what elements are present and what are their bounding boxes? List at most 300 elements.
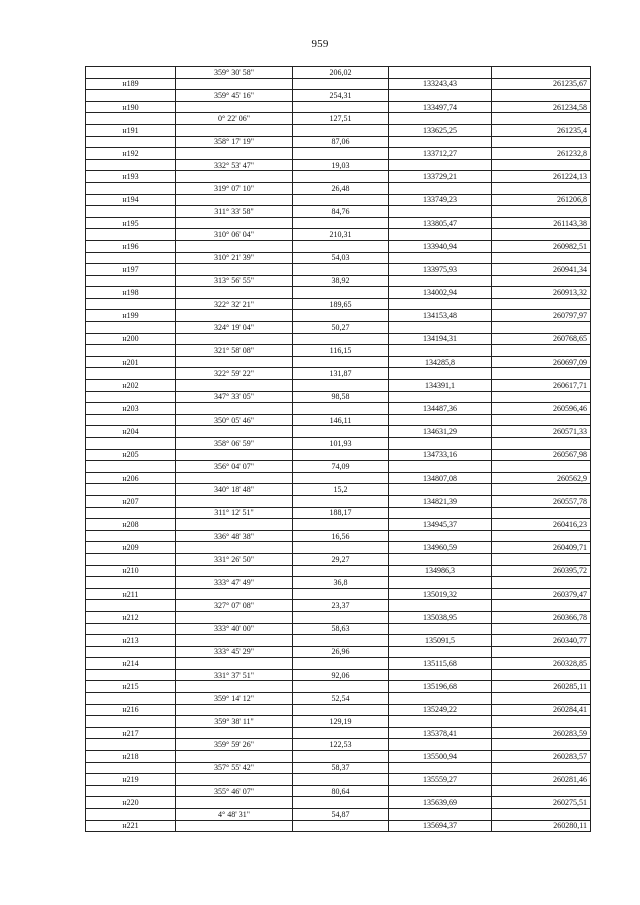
y-coordinate-cell: 260913,32 — [492, 287, 591, 299]
direction-angle-cell: 310° 06' 04" — [176, 229, 293, 241]
y-coordinate-cell — [492, 113, 591, 125]
point-name-cell: н210 — [86, 565, 176, 577]
table-row — [86, 484, 591, 496]
y-coordinate-cell — [492, 345, 591, 357]
distance-cell: 16,56 — [293, 530, 389, 542]
x-coordinate-cell — [389, 113, 492, 125]
table-row — [86, 78, 591, 90]
coordinates-table — [85, 66, 591, 832]
distance-cell: 101,93 — [293, 438, 389, 450]
table-row — [86, 380, 591, 392]
point-name-cell — [86, 693, 176, 705]
point-name-cell — [86, 298, 176, 310]
point-name-cell — [86, 322, 176, 334]
y-coordinate-cell: 260283,57 — [492, 751, 591, 763]
table-row — [86, 403, 591, 415]
distance-cell: 54,03 — [293, 252, 389, 264]
table-row — [86, 136, 591, 148]
distance-cell: 254,31 — [293, 90, 389, 102]
y-coordinate-cell: 260567,98 — [492, 449, 591, 461]
y-coordinate-cell: 260280,11 — [492, 820, 591, 832]
point-name-cell: н202 — [86, 380, 176, 392]
table-row — [86, 669, 591, 681]
direction-angle-cell: 4° 48' 31" — [176, 809, 293, 821]
y-coordinate-cell — [492, 716, 591, 728]
y-coordinate-cell — [492, 484, 591, 496]
point-name-cell — [86, 484, 176, 496]
y-coordinate-cell — [492, 206, 591, 218]
point-name-cell: н195 — [86, 217, 176, 229]
distance-cell: 58,63 — [293, 623, 389, 635]
direction-angle-cell: 359° 38' 11" — [176, 716, 293, 728]
x-coordinate-cell: 134002,94 — [389, 287, 492, 299]
distance-cell: 210,31 — [293, 229, 389, 241]
table-row — [86, 206, 591, 218]
point-name-cell: н221 — [86, 820, 176, 832]
point-name-cell — [86, 159, 176, 171]
direction-angle-cell: 313° 56' 55" — [176, 275, 293, 287]
direction-angle-cell: 333° 45' 29" — [176, 646, 293, 658]
x-coordinate-cell — [389, 345, 492, 357]
direction-angle-cell — [176, 264, 293, 276]
table-row — [86, 495, 591, 507]
distance-cell: 19,03 — [293, 159, 389, 171]
direction-angle-cell: 358° 06' 59" — [176, 438, 293, 450]
direction-angle-cell: 359° 45' 16" — [176, 90, 293, 102]
direction-angle-cell: 358° 17' 19" — [176, 136, 293, 148]
point-name-cell — [86, 530, 176, 542]
x-coordinate-cell: 134391,1 — [389, 380, 492, 392]
x-coordinate-cell — [389, 530, 492, 542]
distance-cell — [293, 704, 389, 716]
point-name-cell: н207 — [86, 495, 176, 507]
x-coordinate-cell — [389, 739, 492, 751]
direction-angle-cell — [176, 449, 293, 461]
table-row — [86, 148, 591, 160]
table-row — [86, 693, 591, 705]
table-row — [86, 449, 591, 461]
y-coordinate-cell — [492, 182, 591, 194]
point-name-cell: н194 — [86, 194, 176, 206]
y-coordinate-cell: 260596,46 — [492, 403, 591, 415]
point-name-cell: н198 — [86, 287, 176, 299]
x-coordinate-cell — [389, 600, 492, 612]
x-coordinate-cell: 135249,22 — [389, 704, 492, 716]
point-name-cell — [86, 809, 176, 821]
y-coordinate-cell: 261232,8 — [492, 148, 591, 160]
point-name-cell: н189 — [86, 78, 176, 90]
point-name-cell — [86, 669, 176, 681]
x-coordinate-cell: 135694,37 — [389, 820, 492, 832]
x-coordinate-cell: 134986,3 — [389, 565, 492, 577]
y-coordinate-cell — [492, 530, 591, 542]
y-coordinate-cell: 260557,78 — [492, 495, 591, 507]
distance-cell — [293, 194, 389, 206]
point-name-cell: н212 — [86, 611, 176, 623]
point-name-cell: н208 — [86, 519, 176, 531]
table-row — [86, 461, 591, 473]
direction-angle-cell: 347° 33' 05" — [176, 391, 293, 403]
point-name-cell: н206 — [86, 472, 176, 484]
x-coordinate-cell: 133805,47 — [389, 217, 492, 229]
distance-cell — [293, 78, 389, 90]
direction-angle-cell: 310° 21' 39" — [176, 252, 293, 264]
direction-angle-cell: 332° 53' 47" — [176, 159, 293, 171]
y-coordinate-cell: 260982,51 — [492, 240, 591, 252]
x-coordinate-cell — [389, 646, 492, 658]
table-row — [86, 739, 591, 751]
y-coordinate-cell — [492, 785, 591, 797]
direction-angle-cell — [176, 101, 293, 113]
table-row — [86, 623, 591, 635]
point-name-cell: н193 — [86, 171, 176, 183]
direction-angle-cell — [176, 774, 293, 786]
distance-cell: 50,27 — [293, 322, 389, 334]
table-row — [86, 333, 591, 345]
table-row — [86, 356, 591, 368]
x-coordinate-cell: 134821,39 — [389, 495, 492, 507]
y-coordinate-cell: 261235,67 — [492, 78, 591, 90]
x-coordinate-cell — [389, 461, 492, 473]
y-coordinate-cell — [492, 438, 591, 450]
x-coordinate-cell — [389, 229, 492, 241]
point-name-cell — [86, 113, 176, 125]
x-coordinate-cell — [389, 785, 492, 797]
direction-angle-cell: 322° 32' 21" — [176, 298, 293, 310]
distance-cell — [293, 240, 389, 252]
distance-cell — [293, 565, 389, 577]
direction-angle-cell — [176, 495, 293, 507]
point-name-cell — [86, 136, 176, 148]
direction-angle-cell — [176, 751, 293, 763]
direction-angle-cell — [176, 727, 293, 739]
table-row — [86, 298, 591, 310]
direction-angle-cell: 359° 30' 58" — [176, 67, 293, 79]
table-row — [86, 438, 591, 450]
point-name-cell — [86, 553, 176, 565]
x-coordinate-cell: 134285,8 — [389, 356, 492, 368]
distance-cell — [293, 217, 389, 229]
x-coordinate-cell — [389, 368, 492, 380]
direction-angle-cell — [176, 333, 293, 345]
y-coordinate-cell — [492, 90, 591, 102]
point-name-cell — [86, 438, 176, 450]
direction-angle-cell: 336° 48' 38" — [176, 530, 293, 542]
x-coordinate-cell: 135038,95 — [389, 611, 492, 623]
direction-angle-cell — [176, 217, 293, 229]
x-coordinate-cell — [389, 275, 492, 287]
point-name-cell — [86, 90, 176, 102]
y-coordinate-cell: 260285,11 — [492, 681, 591, 693]
table-row — [86, 646, 591, 658]
direction-angle-cell — [176, 681, 293, 693]
direction-angle-cell: 350° 05' 46" — [176, 414, 293, 426]
direction-angle-cell — [176, 403, 293, 415]
x-coordinate-cell: 133975,93 — [389, 264, 492, 276]
direction-angle-cell: 333° 40' 00" — [176, 623, 293, 635]
distance-cell: 23,37 — [293, 600, 389, 612]
direction-angle-cell: 324° 19' 04" — [176, 322, 293, 334]
direction-angle-cell — [176, 658, 293, 670]
table-row — [86, 809, 591, 821]
distance-cell: 80,64 — [293, 785, 389, 797]
distance-cell — [293, 356, 389, 368]
point-name-cell: н190 — [86, 101, 176, 113]
distance-cell: 36,8 — [293, 577, 389, 589]
table-row — [86, 275, 591, 287]
direction-angle-cell — [176, 194, 293, 206]
distance-cell: 38,92 — [293, 275, 389, 287]
x-coordinate-cell: 134733,16 — [389, 449, 492, 461]
direction-angle-cell — [176, 797, 293, 809]
table-row — [86, 472, 591, 484]
direction-angle-cell: 359° 59' 26" — [176, 739, 293, 751]
point-name-cell: н196 — [86, 240, 176, 252]
table-row — [86, 727, 591, 739]
x-coordinate-cell — [389, 182, 492, 194]
direction-angle-cell — [176, 78, 293, 90]
y-coordinate-cell — [492, 136, 591, 148]
distance-cell — [293, 171, 389, 183]
x-coordinate-cell — [389, 762, 492, 774]
distance-cell: 189,65 — [293, 298, 389, 310]
distance-cell — [293, 124, 389, 136]
x-coordinate-cell — [389, 298, 492, 310]
point-name-cell: н191 — [86, 124, 176, 136]
distance-cell — [293, 472, 389, 484]
table-row — [86, 751, 591, 763]
distance-cell — [293, 333, 389, 345]
distance-cell: 15,2 — [293, 484, 389, 496]
direction-angle-cell: 331° 26' 50" — [176, 553, 293, 565]
point-name-cell — [86, 785, 176, 797]
y-coordinate-cell: 260562,9 — [492, 472, 591, 484]
direction-angle-cell: 357° 55' 42" — [176, 762, 293, 774]
x-coordinate-cell: 135019,32 — [389, 588, 492, 600]
x-coordinate-cell: 133940,94 — [389, 240, 492, 252]
table-row — [86, 588, 591, 600]
x-coordinate-cell — [389, 716, 492, 728]
table-row — [86, 240, 591, 252]
table-row — [86, 530, 591, 542]
x-coordinate-cell — [389, 623, 492, 635]
x-coordinate-cell — [389, 809, 492, 821]
y-coordinate-cell: 260275,51 — [492, 797, 591, 809]
y-coordinate-cell: 260340,77 — [492, 635, 591, 647]
x-coordinate-cell: 133729,21 — [389, 171, 492, 183]
distance-cell: 122,53 — [293, 739, 389, 751]
y-coordinate-cell — [492, 693, 591, 705]
y-coordinate-cell — [492, 414, 591, 426]
x-coordinate-cell — [389, 484, 492, 496]
distance-cell: 98,58 — [293, 391, 389, 403]
table-row — [86, 252, 591, 264]
y-coordinate-cell: 260328,85 — [492, 658, 591, 670]
x-coordinate-cell — [389, 553, 492, 565]
y-coordinate-cell — [492, 229, 591, 241]
point-name-cell — [86, 67, 176, 79]
direction-angle-cell: 340° 18' 48" — [176, 484, 293, 496]
y-coordinate-cell — [492, 646, 591, 658]
direction-angle-cell — [176, 820, 293, 832]
y-coordinate-cell: 260941,34 — [492, 264, 591, 276]
direction-angle-cell: 0° 22' 06" — [176, 113, 293, 125]
point-name-cell: н205 — [86, 449, 176, 461]
y-coordinate-cell — [492, 577, 591, 589]
y-coordinate-cell — [492, 298, 591, 310]
y-coordinate-cell: 260379,47 — [492, 588, 591, 600]
y-coordinate-cell: 260409,71 — [492, 542, 591, 554]
direction-angle-cell — [176, 472, 293, 484]
distance-cell: 129,19 — [293, 716, 389, 728]
point-name-cell: н200 — [86, 333, 176, 345]
x-coordinate-cell — [389, 322, 492, 334]
direction-angle-cell: 359° 14' 12" — [176, 693, 293, 705]
direction-angle-cell — [176, 426, 293, 438]
distance-cell: 58,37 — [293, 762, 389, 774]
table-row — [86, 542, 591, 554]
table-row — [86, 553, 591, 565]
distance-cell — [293, 148, 389, 160]
y-coordinate-cell — [492, 623, 591, 635]
y-coordinate-cell — [492, 159, 591, 171]
x-coordinate-cell: 135115,68 — [389, 658, 492, 670]
table-row — [86, 414, 591, 426]
point-name-cell — [86, 739, 176, 751]
point-name-cell: н218 — [86, 751, 176, 763]
distance-cell — [293, 403, 389, 415]
table-row — [86, 600, 591, 612]
x-coordinate-cell — [389, 693, 492, 705]
x-coordinate-cell: 133625,25 — [389, 124, 492, 136]
y-coordinate-cell: 260768,65 — [492, 333, 591, 345]
x-coordinate-cell — [389, 507, 492, 519]
y-coordinate-cell: 260797,97 — [492, 310, 591, 322]
distance-cell: 87,06 — [293, 136, 389, 148]
table-row — [86, 797, 591, 809]
x-coordinate-cell: 133712,27 — [389, 148, 492, 160]
distance-cell: 52,54 — [293, 693, 389, 705]
direction-angle-cell: 319° 07' 10" — [176, 182, 293, 194]
table-row — [86, 124, 591, 136]
distance-cell: 206,02 — [293, 67, 389, 79]
distance-cell — [293, 751, 389, 763]
direction-angle-cell: 355° 46' 07" — [176, 785, 293, 797]
direction-angle-cell — [176, 287, 293, 299]
distance-cell — [293, 495, 389, 507]
distance-cell — [293, 287, 389, 299]
table-row — [86, 287, 591, 299]
y-coordinate-cell: 260416,23 — [492, 519, 591, 531]
point-name-cell: н197 — [86, 264, 176, 276]
x-coordinate-cell: 134194,31 — [389, 333, 492, 345]
x-coordinate-cell: 134487,36 — [389, 403, 492, 415]
point-name-cell — [86, 275, 176, 287]
distance-cell — [293, 519, 389, 531]
point-name-cell: н215 — [86, 681, 176, 693]
direction-angle-cell — [176, 171, 293, 183]
table-row — [86, 762, 591, 774]
y-coordinate-cell — [492, 762, 591, 774]
x-coordinate-cell — [389, 90, 492, 102]
y-coordinate-cell — [492, 600, 591, 612]
y-coordinate-cell: 261143,38 — [492, 217, 591, 229]
table-row — [86, 704, 591, 716]
x-coordinate-cell: 133497,74 — [389, 101, 492, 113]
direction-angle-cell: 321° 58' 08" — [176, 345, 293, 357]
x-coordinate-cell: 135500,94 — [389, 751, 492, 763]
direction-angle-cell — [176, 565, 293, 577]
direction-angle-cell — [176, 148, 293, 160]
table-row — [86, 577, 591, 589]
table-row — [86, 194, 591, 206]
table-row — [86, 182, 591, 194]
y-coordinate-cell: 260395,72 — [492, 565, 591, 577]
y-coordinate-cell — [492, 809, 591, 821]
point-name-cell — [86, 762, 176, 774]
table-row — [86, 345, 591, 357]
point-name-cell: н216 — [86, 704, 176, 716]
y-coordinate-cell: 260571,33 — [492, 426, 591, 438]
table-row — [86, 611, 591, 623]
distance-cell — [293, 611, 389, 623]
x-coordinate-cell: 134631,29 — [389, 426, 492, 438]
x-coordinate-cell — [389, 252, 492, 264]
table-row — [86, 171, 591, 183]
y-coordinate-cell — [492, 553, 591, 565]
distance-cell — [293, 797, 389, 809]
table-row — [86, 565, 591, 577]
table-row — [86, 785, 591, 797]
x-coordinate-cell — [389, 136, 492, 148]
direction-angle-cell — [176, 519, 293, 531]
direction-angle-cell — [176, 704, 293, 716]
y-coordinate-cell: 260617,71 — [492, 380, 591, 392]
distance-cell — [293, 310, 389, 322]
y-coordinate-cell — [492, 252, 591, 264]
y-coordinate-cell: 260281,46 — [492, 774, 591, 786]
point-name-cell: н211 — [86, 588, 176, 600]
x-coordinate-cell: 133243,43 — [389, 78, 492, 90]
point-name-cell: н192 — [86, 148, 176, 160]
distance-cell: 74,09 — [293, 461, 389, 473]
table-row — [86, 716, 591, 728]
distance-cell — [293, 658, 389, 670]
distance-cell — [293, 588, 389, 600]
x-coordinate-cell — [389, 669, 492, 681]
distance-cell: 26,48 — [293, 182, 389, 194]
direction-angle-cell — [176, 611, 293, 623]
distance-cell — [293, 449, 389, 461]
y-coordinate-cell — [492, 669, 591, 681]
table-row — [86, 229, 591, 241]
direction-angle-cell — [176, 240, 293, 252]
point-name-cell — [86, 716, 176, 728]
distance-cell: 146,11 — [293, 414, 389, 426]
table-row — [86, 310, 591, 322]
x-coordinate-cell: 135091,5 — [389, 635, 492, 647]
point-name-cell — [86, 391, 176, 403]
y-coordinate-cell — [492, 739, 591, 751]
x-coordinate-cell — [389, 159, 492, 171]
direction-angle-cell: 333° 47' 49" — [176, 577, 293, 589]
table-row — [86, 264, 591, 276]
point-name-cell: н209 — [86, 542, 176, 554]
point-name-cell — [86, 461, 176, 473]
direction-angle-cell: 311° 33' 58" — [176, 206, 293, 218]
point-name-cell — [86, 229, 176, 241]
x-coordinate-cell — [389, 67, 492, 79]
